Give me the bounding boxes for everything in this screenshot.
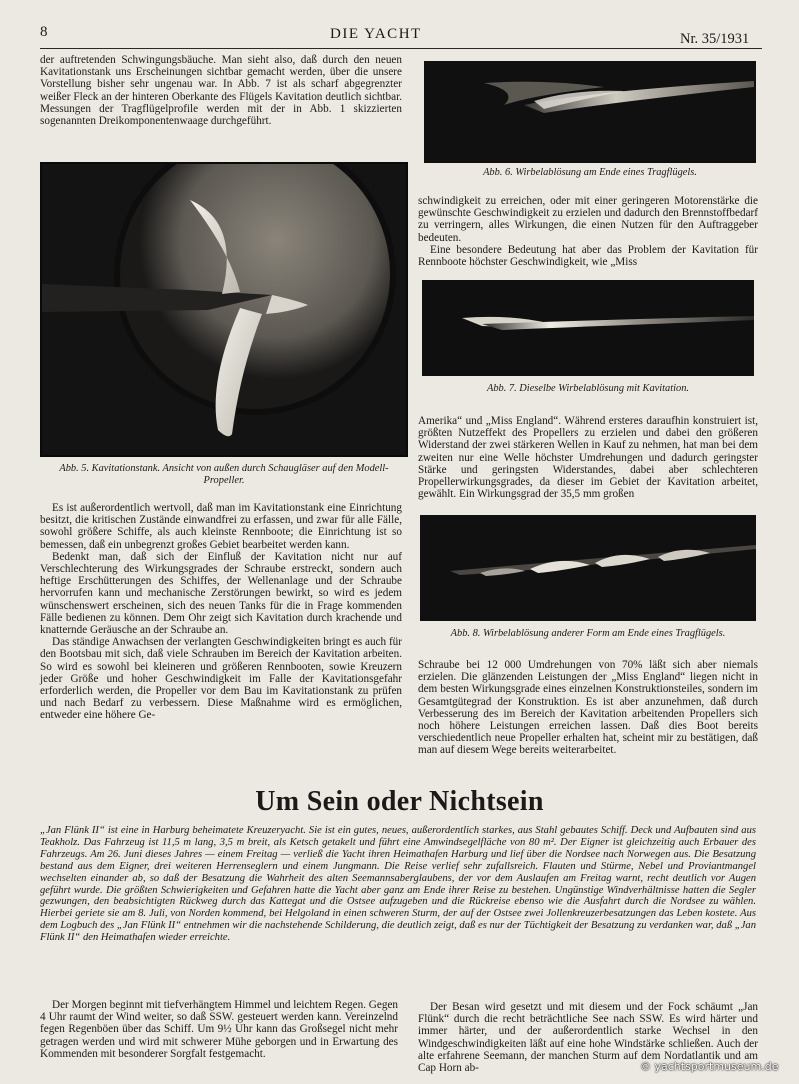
cavitation-image [422,280,754,376]
header-rule [40,48,762,49]
paragraph: schwindigkeit zu erreichen, oder mit einer geringeren Motorenstärke die gewünschte Geschwindigkeit zu erzielen und dadurch den Brennstoffbedarf zu verringern, alles Wirkungen, die einen Nutzen für den Auftraggeber bedeuten. [418,195,758,244]
article-left-column [40,999,398,1060]
watermark: © yachtsportmuseum.de [640,1060,779,1073]
vortex-image [424,61,756,163]
page-number: 8 [40,24,48,40]
right-text-c [418,415,758,500]
figure-5-photo [40,162,408,457]
figure-6-photo [424,61,756,163]
propeller-image [40,162,408,457]
right-text-a [418,195,758,268]
figure-8-photo [420,515,756,621]
magazine-title: DIE YACHT [330,26,422,42]
paragraph: Der Morgen beginnt mit tiefverhängtem Himmel und leichtem Regen. Gegen 4 Uhr raumt der Wind weiter, so daß SSW. gesteuert werden kann. Vereinzelnd fegen Regenböen über das Schiff. Um 9½ Uhr kann das Großsegel nicht mehr getragen werden und wird mit schwerer Mühe geborgen und in Erwartung des Kommenden mit besonderer Sorgfalt festgemacht. [40,999,398,1060]
paragraph: Bedenkt man, daß sich der Einfluß der Kavitation nicht nur auf Verschlechterung des Wirkungsgrades der Schraube erstreckt, sondern auch heftige Erschütterungen des Schiffes, der Wellenanlage und der Schraube hervorrufen kann und mechanische Zerstörungen bewirkt, so wird es jedem wünschenswert erscheinen, sich des neuen Tanks für die in Frage kommenden Fälle bedienen zu können. Dem Ohr zeigt sich Kavitation durch krachende und knatternde Geräusche an der Schraube an. [40,550,402,637]
figure-7-caption: Abb. 7. Dieselbe Wirbelablösung mit Kavitation. [486,383,690,394]
paragraph: Es ist außerordentlich wertvoll, daß man im Kavitationstank eine Einrichtung besitzt, die kritischen Zustände einwandfrei zu erfassen, und zwar für alle Fälle, sowohl größere Schiffe, als auch kleinste Rennboote; die Einrichtung ist so bemessen, daß ein unbegrenzt großes Gebiet bearbeitet werden kann. [40,502,402,551]
figure-6-caption: Abb. 6. Wirbelablösung am Ende eines Tragflügels. [483,167,697,178]
article-intro [40,825,756,944]
left-top-paragraph [40,54,402,127]
intro-text: „Jan Flünk II“ ist eine in Harburg beheimatete Kreuzeryacht. Sie ist ein gutes, neues, außerordentlich starkes, aus Stahl gebautes Schiff. Deck und Aufbauten sind aus Teakholz. Das Fahrzeug ist 11,5 m lang, 3,5 m breit, als Ketsch getakelt und führt eine Amwindsegelfläche von 80 m². Der Eigner ist gleichzeitig auch Erbauer des Fahrzeugs. Am 26. Juni dieses Jahres — einem Freitag — verließ die Yacht ihren Heimathafen Harburg und lief über die Nordsee nach Norwegen aus. Die Besatzung bestand aus dem Eigner, drei weiteren Herrenseglern und einem Jungmann. Die Reise verlief sehr zufallsreich. Flauten und Stürme, Nebel und Proviantmangel wechselten einander ab, so daß der Besatzung die Wahrheit des alten Seemannsaberglaubens, der vor dem Auslaufen am Freitag warnt, recht deutlich vor Augen geführt wurde. Die größten Schwierigkeiten und Gefahren hatte die Yacht aber ganz am Ende ihrer Reise zu bestehen. Ungünstige Windverhältnisse hatten die Segler gezwungen, den beabsichtigten Rückweg durch das Kattegat und die Ostsee aufzugeben und die Rückreise ebenso wie die Ausfahrt durch die Nordsee zu wählen. Hierbei geriete sie am 8. Juli, von Norden kommend, bei Helgoland in einen schweren Sturm, der auf der Ostsee zwei Jollenkreuzerbesatzungen das Leben kostete. Aus dem Logbuch des „Jan Flünk II“ entnehmen wir die nachstehende Schilderung, die deutlich zeigt, daß es nur der Tüchtigkeit der Besatzung zu verdanken war, daß „Jan Flünk II“ den Heimathafen wieder erreichte. [40,825,756,944]
figure-7-photo [422,280,754,376]
article-title: Um Sein oder Nichtsein [255,786,544,817]
issue-number: Nr. 35/1931 [680,31,750,47]
paragraph: Schraube bei 12 000 Umdrehungen von 70% läßt sich aber niemals erzielen. Die glänzenden Leistungen der „Miss England“ liegen nicht in dem besten Wirkungsgrade eines einzelnen Konstruktionsteiles, sondern im Gesamtgütegrad der Konstruktion. Es ist aber anzunehmen, daß durch Verbesserung des im Bereich der Kavitation arbeitenden Propellers sich noch höhere Leistungen erreichen lassen. Daß dies Boot bereits verschiedentlich neue Propeller erhalten hat, scheint mir zu bestätigen, daß man auf diesem Wege bereits weiterarbeitet. [418,659,758,757]
figure-8-caption: Abb. 8. Wirbelablösung anderer Form am Ende eines Tragflügels. [450,628,726,639]
figure-5-caption: Abb. 5. Kavitationstank. Ansicht von außen durch Schaugläser auf den Modell-Propeller. [59,463,389,486]
paragraph: der auftretenden Schwingungsbäuche. Man sieht also, daß durch den neuen Kavitationstank uns Erscheinungen sichtbar gemacht werden, über die unsere Vorstellung bisher sehr ungenau war. In Abb. 7 ist als scharf abgegrenzter weißer Fleck an der hinteren Oberkante des Flügels Kavitation deutlich sichtbar. Messungen der Tragflügelprofile werden mit der in Abb. 1 skizzierten sogenannten Dreikomponentenwaage durchgeführt. [40,54,402,128]
vortex-form-image [420,515,756,621]
left-main-text [40,502,402,722]
paragraph: Das ständige Anwachsen der verlangten Geschwindigkeiten bringt es auch für den Bootsbau mit sich, daß viele Schrauben im Bereich der Kavitation arbeiten. So wird es sowohl bei kleineren und größeren Rennbooten, sowie Kreuzern jeder Größe und hoher Geschwindigkeit im Falle der Kavitationsgefahr erforderlich werden, die Propeller vor dem Bau im Kavitationstank zu prüfen und nach Bedarf zu verbessern. Diese Maßnahme wird es ermöglichen, entweder eine höhere Ge- [40,636,402,722]
right-text-d [418,659,758,757]
paragraph: Der Besan wird gesetzt und mit diesem und der Fock schäumt „Jan Flünk“ durch die recht beträchtliche See nach SSW. Es wird härter und immer härter, und der außerordentlich starke Wechsel in den Windgeschwindigkeiten läßt auf eine hohe Windstärke schließen. Auch der alte erfahrene Seemann, der manchen Sturm auf dem Nordatlantik und am Cap Horn ab- [418,1001,758,1075]
paragraph: Amerika“ und „Miss England“. Während ersteres daraufhin konstruiert ist, größten Nutzeffekt des Propellers zu erzielen und dabei den größeren Widerstand der zwei stärkeren Wellen in Kauf zu nehmen, hat man bei dem zweiten nur eine Welle höchster Umdrehungen und dadurch geringster Stärke und geringsten Widerstandes, dabei aber schlechteren Propellerwirkungsgrades, da dieser im Gebiet der Kavitation arbeitet, gewählt. Ein Wirkungsgrad der 35,5 mm großen [418,415,758,501]
paragraph: Eine besondere Bedeutung hat aber das Problem der Kavitation für Rennboote höchster Geschwindigkeit, wie „Miss [418,243,758,269]
